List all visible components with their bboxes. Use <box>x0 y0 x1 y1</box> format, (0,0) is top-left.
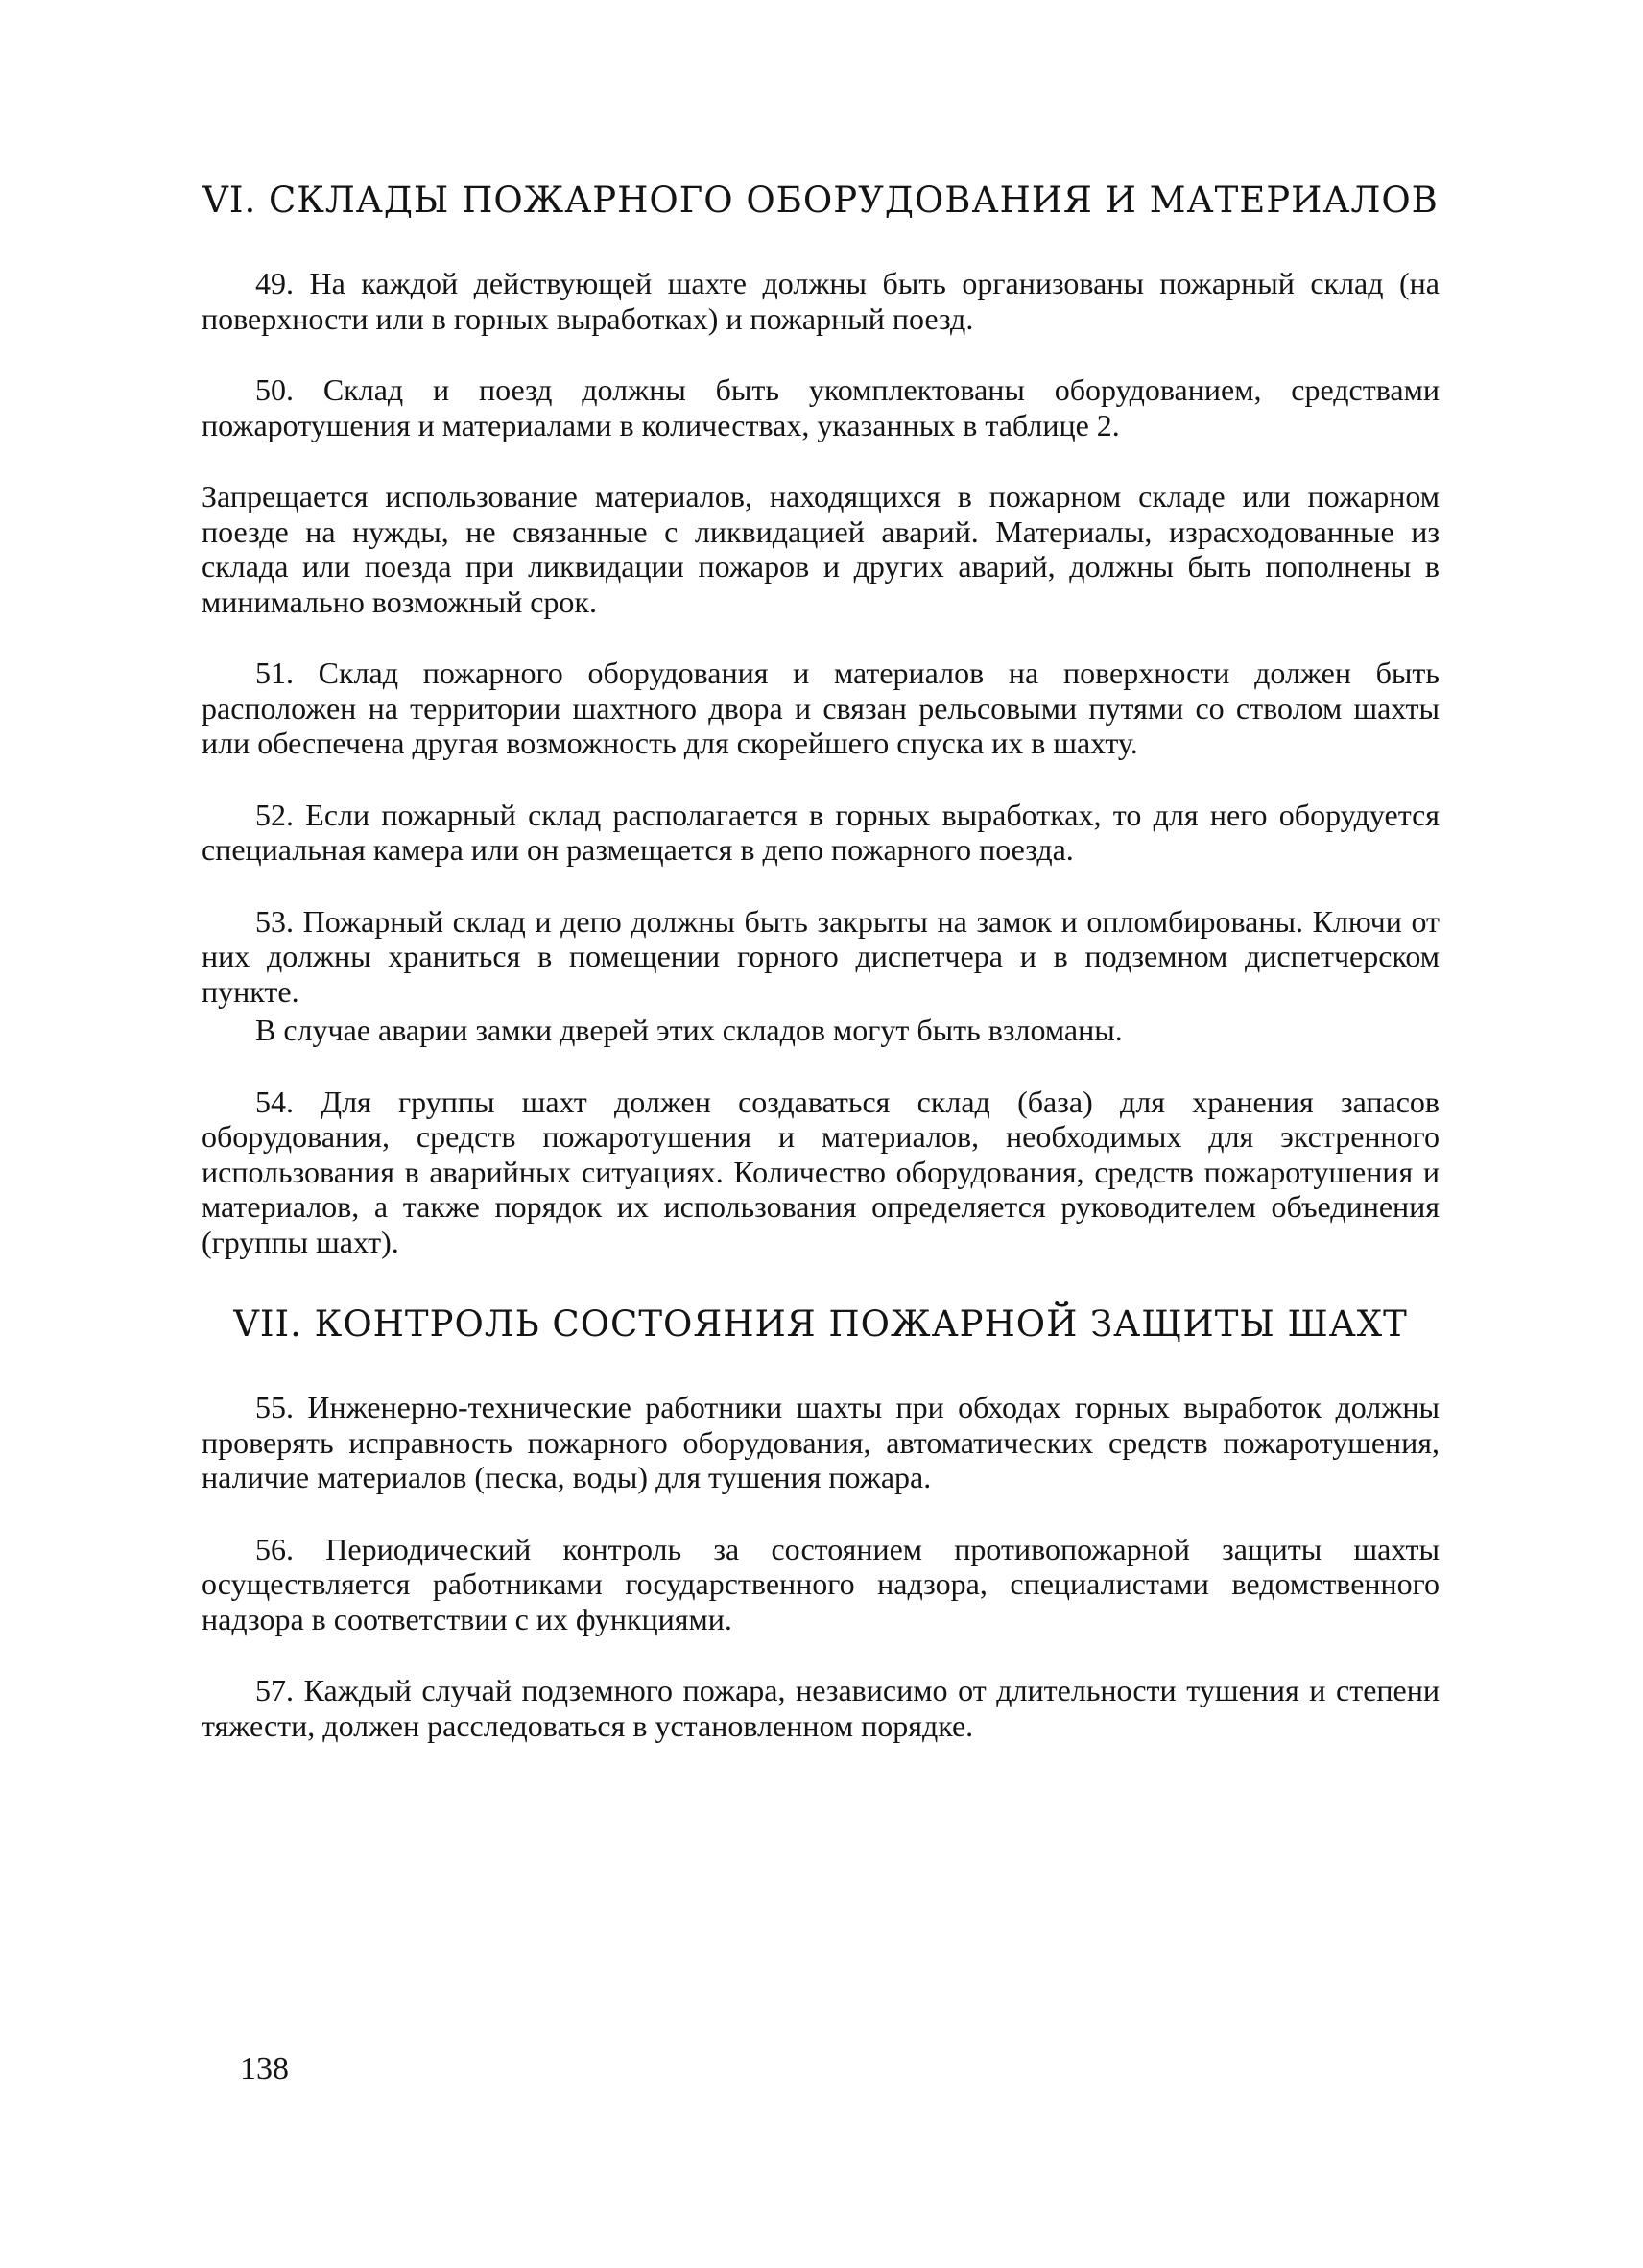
section-heading-6: VI. СКЛАДЫ ПОЖАРНОГО ОБОРУДОВАНИЯ И МАТЕРИАЛОВ <box>202 179 1439 221</box>
page-content <box>202 178 1440 1743</box>
paragraph-49: 49. На каждой действующей шахте должны быть организованы пожарный склад (на поверхности или в горных выработках) и пожарный поезд. <box>202 266 1440 336</box>
paragraph-57: 57. Каждый случай подземного пожара, независимо от длительности тушения и степени тяжести, должен расследоваться в установленном порядке. <box>202 1673 1440 1743</box>
paragraph-50: 50. Склад и поезд должны быть укомплектованы оборудованием, средствами пожаротушения и материалами в количествах, указанных в таблице 2. <box>202 372 1440 442</box>
paragraph-51: 51. Склад пожарного оборудования и материалов на поверхности должен быть расположен на территории шахтного двора и связан рельсовыми путями со стволом шахты или обеспечена другая возможность для скорейшего спуска их в шахту. <box>202 656 1440 760</box>
paragraph-53-emergency: В случае аварии замки дверей этих складов могут быть взломаны. <box>255 1013 1123 1047</box>
section-heading-7: VII. КОНТРОЛЬ СОСТОЯНИЯ ПОЖАРНОЙ ЗАЩИТЫ ШАХТ <box>233 1303 1408 1345</box>
page-number: 138 <box>240 2051 289 2087</box>
paragraph-52: 52. Если пожарный склад располагается в горных выработках, то для него оборудуется специальная камера или он размещается в депо пожарного поезда. <box>202 797 1440 867</box>
paragraph-55: 55. Инженерно-технические работники шахты при обходах горных выработок должны проверять исправность пожарного оборудования, автоматических средств пожаротушения, наличие материалов (песка, воды) для тушения пожара. <box>202 1390 1440 1494</box>
paragraph-53: 53. Пожарный склад и депо должны быть закрыты на замок и опломбированы. Ключи от них должны храниться в помещении горного диспетчера и в подземном диспетчерском пункте. <box>202 903 1440 1009</box>
paragraph-50-prohibition: Запрещается использование материалов, находящихся в пожарном складе или пожарном поезде на нужды, не связанные с ликвидацией аварий. Материалы, израсходованные из склада или поезда при ликвидации пожаров и других аварий, должны быть пополнены в минимально возможный срок. <box>202 479 1440 619</box>
paragraph-54: 54. Для группы шахт должен создаваться склад (база) для хранения запасов оборудования, средств пожаротушения и материалов, необходимых для экстренного использования в аварийных ситуациях. Количество оборудования, средств пожаротушения и материалов, а также порядок их использования определяется руководителем объединения (группы шахт). <box>202 1084 1440 1259</box>
paragraph-56: 56. Периодический контроль за состоянием противопожарной защиты шахты осуществляется работниками государственного надзора, специалистами ведомственного надзора в соответствии с их функциями. <box>202 1531 1440 1636</box>
